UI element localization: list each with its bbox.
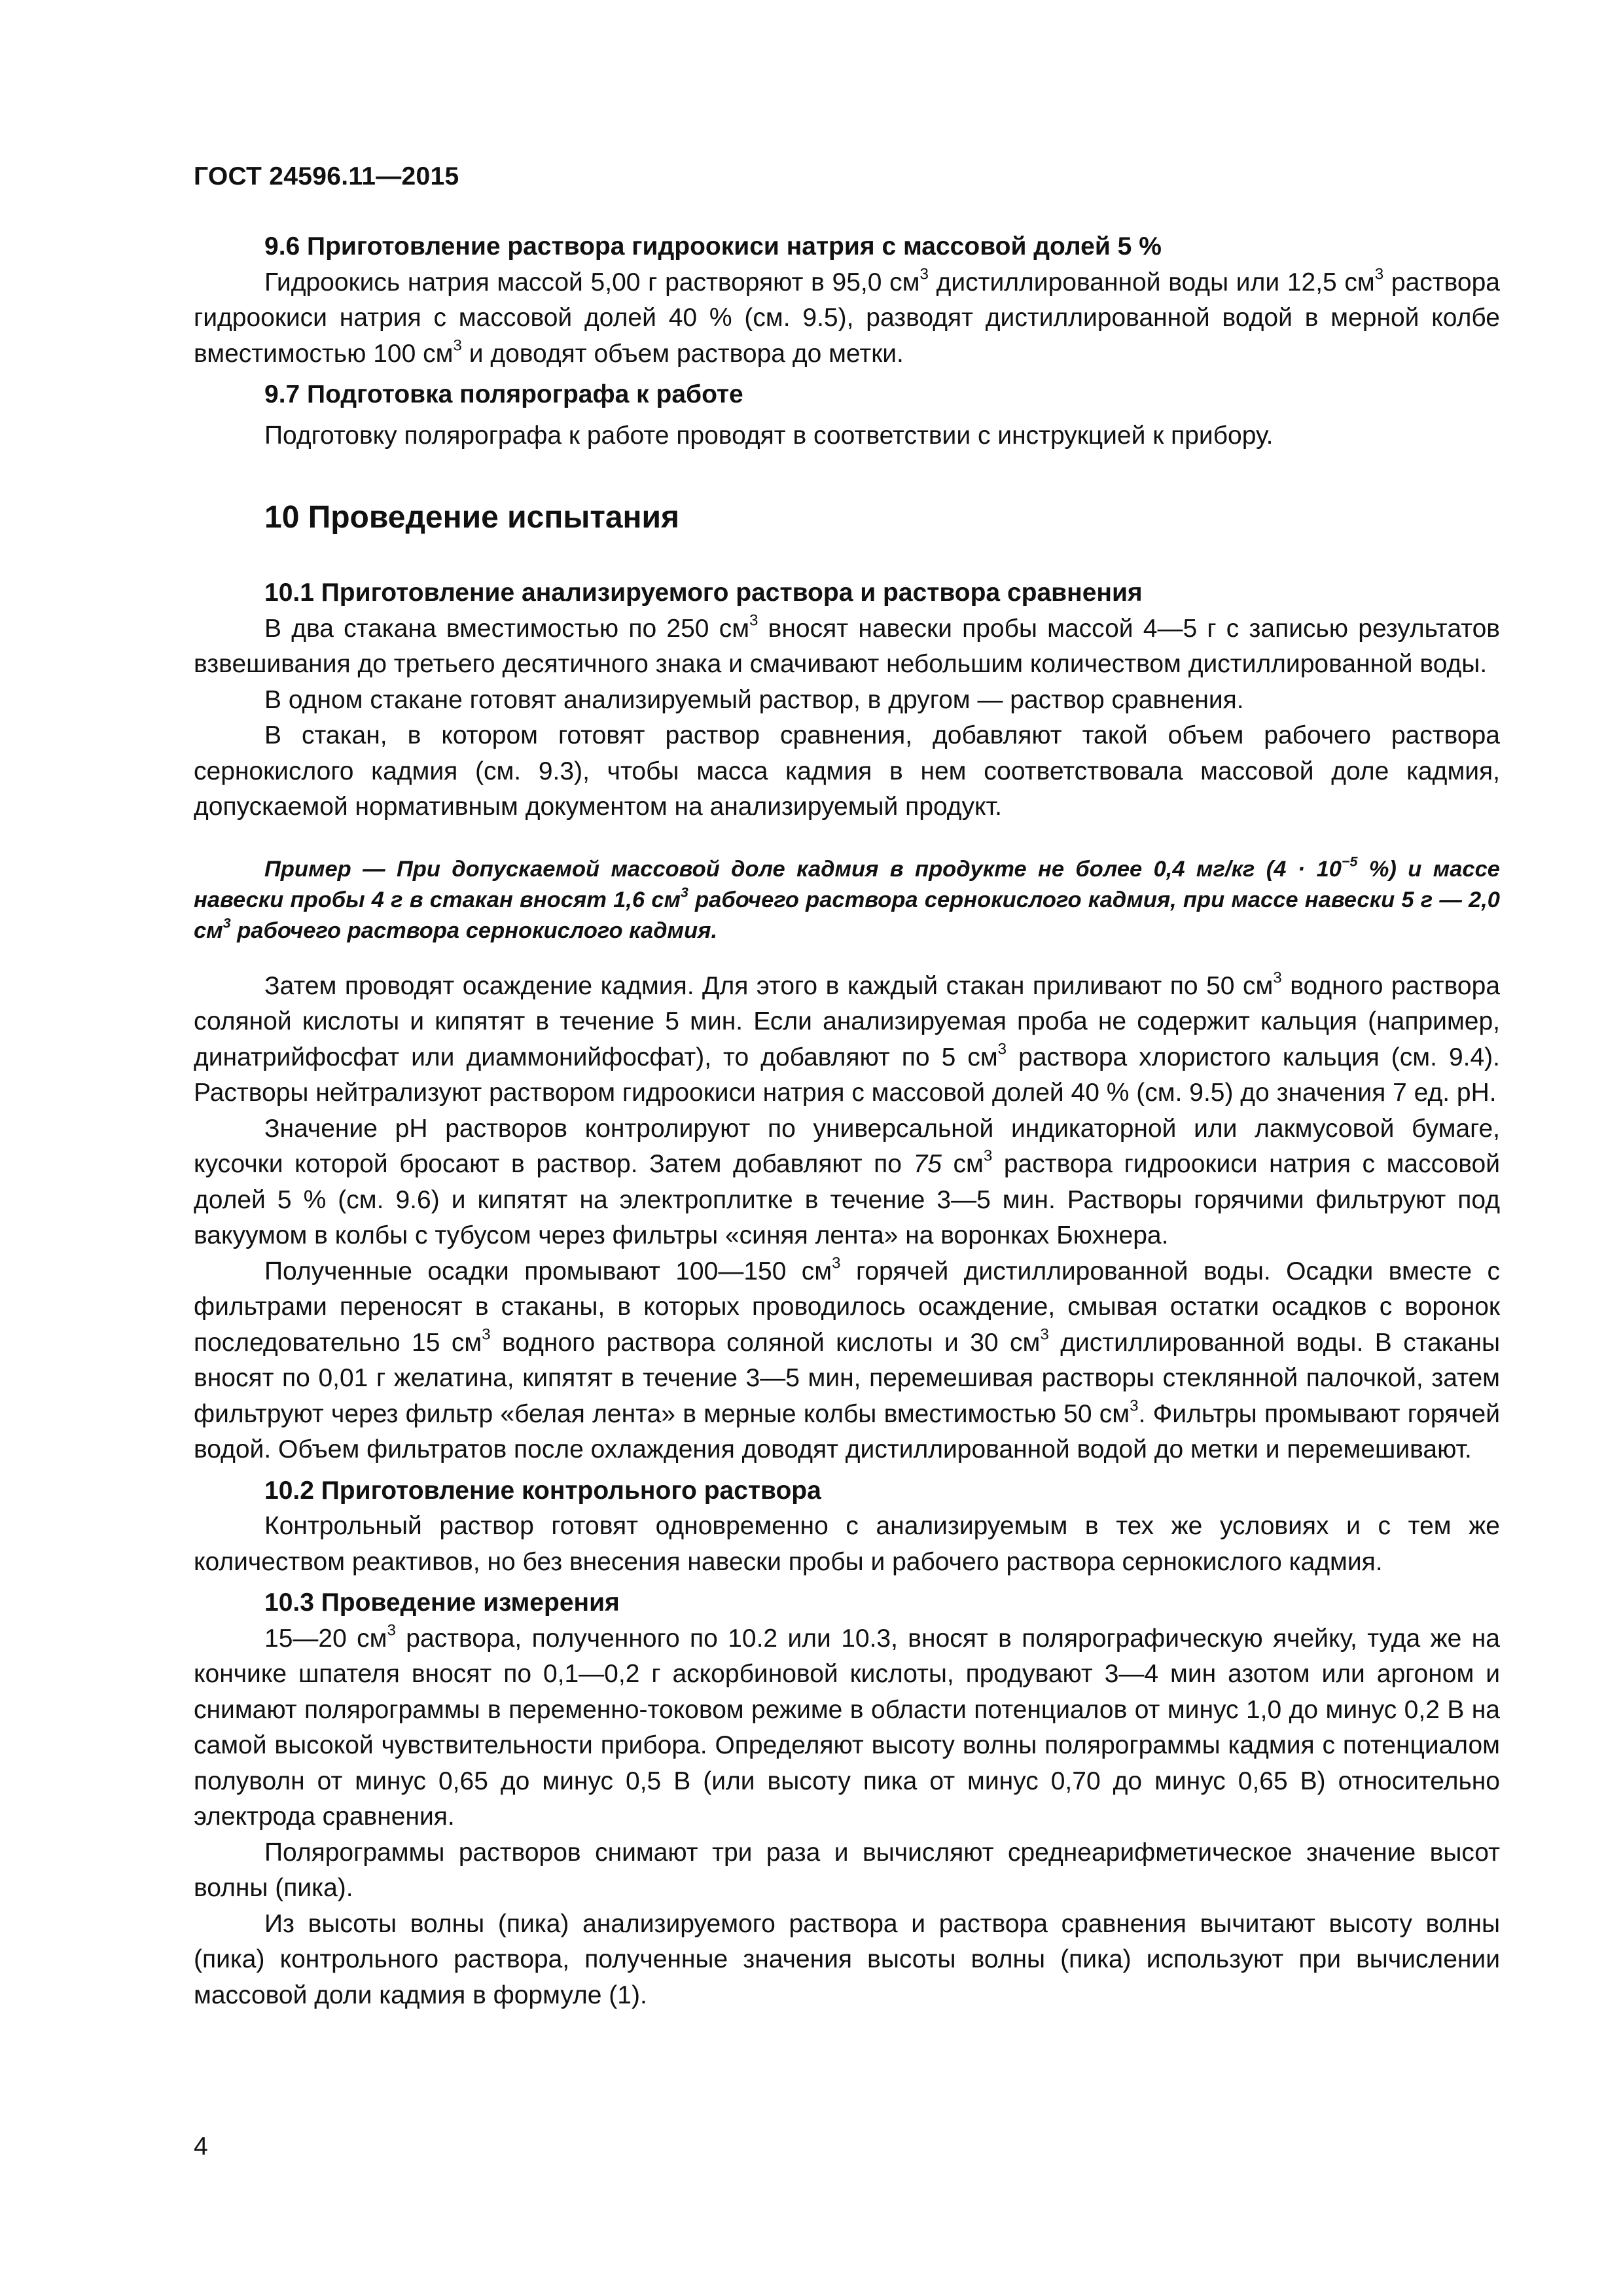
superscript: 3 [983,1147,993,1165]
italic-number: 75 [913,1150,942,1178]
text-run: водного раствора соляной кислоты и кипятят в течение 5 мин. Если анализируемая проба не содержит кальция (например, динатрийфосфат или диаммонийфосфат), то добавляют по 5 см [194,971,1501,1071]
superscript: 3 [680,884,688,901]
text-run: Затем проводят осаждение кадмия. Для этого в каждый стакан приливают по 50 см [264,971,1274,1000]
paragraph [194,265,1500,372]
paragraph [194,1254,1500,1468]
text-run: В два стакана вместимостью по 250 см [264,614,750,643]
text-run: горячей дистиллированной воды. Осадки вместе с фильтрами переносят в стаканы, в которых проводилось осаждение, смывая остатки осадков с воронок последовательно 15 см [194,1257,1500,1357]
paragraph: В одном стакане готовят анализируемый раствор, в другом — раствор сравнения. [264,685,1244,714]
text-run: см [941,1150,984,1178]
text-run: и доводят объем раствора до метки. [461,339,904,368]
paragraph: В стакан, в котором готовят раствор сравнения, добавляют такой объем рабочего раствора сернокислого кадмия (см. 9.3), чтобы масса кадмия в нем соответствовала массовой доле кадмия, допускаемой нормативным документом на анализируемый продукт. [194,721,1500,821]
text-run: раствора, полученного по 10.2 или 10.3, вносят в полярографическую ячейку, туда же на кончике шпателя вносят по 0,1—0,2 г аскорбиновой кислоты, продувают 3—4 мин азотом или аргоном и снимают полярограммы в переменно-токовом режиме в области потенциалов от минус 1,0 до минус 0,2 В на самой высокой чувствительности прибора. Определяют высоту волны полярограммы кадмия с потенциалом полуволн от минус 0,65 до минус 0,5 В (или высоту пика от минус 0,70 до минус 0,65 В) относительно электрода сравнения. [194,1624,1500,1831]
text-run: водного раствора соляной кислоты и 30 см [490,1328,1041,1357]
text-run: %) и массе навески пробы 4 г в стакан вносят 1,6 см [194,856,1500,912]
text-run: Полученные осадки промывают 100—150 см [264,1257,832,1285]
paragraph: Полярограммы растворов снимают три раза и вычисляют среднеарифметическое значение высот волны (пика). [194,1838,1500,1902]
superscript: 3 [387,1621,396,1640]
section-heading-10-2: 10.2 Приготовление контрольного раствора [264,1476,821,1505]
superscript: 3 [223,915,231,931]
paragraph: Подготовку полярографа к работе проводят в соответствии с инструкцией к прибору. [264,421,1274,450]
superscript: 3 [1374,265,1384,283]
superscript: 3 [1130,1397,1139,1415]
page-number: 4 [194,2132,208,2161]
paragraph [194,611,1500,683]
text-run: дистиллированной воды. В стаканы вносят по 0,01 г желатина, кипятят в течение 3—5 мин, перемешивая растворы стеклянной палочкой, затем фильтруют через фильтр «белая лента» в мерные колбы вместимостью 50 см [194,1328,1500,1428]
text-run: Пример — При допускаемой массовой доле кадмия в продукте не более 0,4 мг/кг (4 · 10 [264,856,1342,882]
superscript: 3 [749,611,758,630]
superscript: 3 [832,1254,841,1272]
example-note [194,854,1500,946]
paragraph [194,1621,1500,1835]
text-run: вносят навески пробы массой 4—5 г с записью результатов взвешивания до третьего десятичного знака и смачивают небольшим количеством дистиллированной воды. [194,614,1500,678]
text-run: 15—20 см [264,1624,387,1653]
text-run: Значение рН растворов контролируют по универсальной индикаторной или лакмусовой бумаге, кусочки которой бросают в раствор. Затем добавляют по [194,1114,1500,1178]
section-heading-9-6: 9.6 Приготовление раствора гидроокиси натрия с массовой долей 5 % [264,232,1162,260]
text-run: раствора гидроокиси натрия с массовой долей 5 % (см. 9.6) и кипятят на электроплитке в течение 3—5 мин. Растворы горячими фильтруют под вакуумом в колбы с тубусом через фильтры «синяя лента» на воронках Бюхнера. [194,1150,1501,1249]
document-code: ГОСТ 24596.11—2015 [194,162,459,190]
paragraph: Контрольный раствор готовят одновременно с анализируемым в тех же условиях и с тем же количеством реактивов, но без внесения навески пробы и рабочего раствора сернокислого кадмия. [194,1512,1500,1576]
superscript: 3 [997,1040,1007,1058]
text-run: рабочего раствора сернокислого кадмия, при массе навески 5 г — 2,0 см [194,887,1500,943]
paragraph: Из высоты волны (пика) анализируемого раствора и раствора сравнения вычитают высоту волны (пика) контрольного раствора, полученные значения высоты волны (пика) используют при вычислении массовой доли кадмия в формуле (1). [194,1909,1500,2009]
section-heading-10-3: 10.3 Проведение измерения [264,1588,620,1617]
text-run: Гидроокись натрия массой 5,00 г растворяют в 95,0 см [264,268,920,296]
superscript: 3 [1040,1325,1049,1344]
section-heading-10-1: 10.1 Приготовление анализируемого раствора и раствора сравнения [264,579,1143,607]
text-run: раствора гидроокиси натрия с массовой долей 40 % (см. 9.5), разводят дистиллированной водой в мерной колбе вместимостью 100 см [194,268,1500,368]
superscript: 3 [453,336,462,355]
text-run: рабочего раствора сернокислого кадмия. [230,918,718,943]
superscript: 3 [919,265,929,283]
text-run: дистиллированной воды или 12,5 см [928,268,1375,296]
section-heading-10: 10 Проведение испытания [264,500,680,535]
text-run: раствора хлористого кальция (см. 9.4). Растворы нейтрализуют раствором гидроокиси натрия с массовой долей 40 % (см. 9.5) до значения 7 ед. рН. [194,1043,1500,1107]
superscript: 3 [482,1325,491,1344]
paragraph [194,1111,1500,1254]
paragraph [194,969,1500,1111]
page-content [194,229,1500,2013]
section-heading-9-7: 9.7 Подготовка полярографа к работе [264,380,743,408]
superscript: −5 [1342,853,1358,870]
text-run: . Фильтры промывают горячей водой. Объем фильтратов после охлаждения доводят дистиллированной водой до метки и перемешивают. [194,1399,1500,1463]
superscript: 3 [1273,969,1282,987]
